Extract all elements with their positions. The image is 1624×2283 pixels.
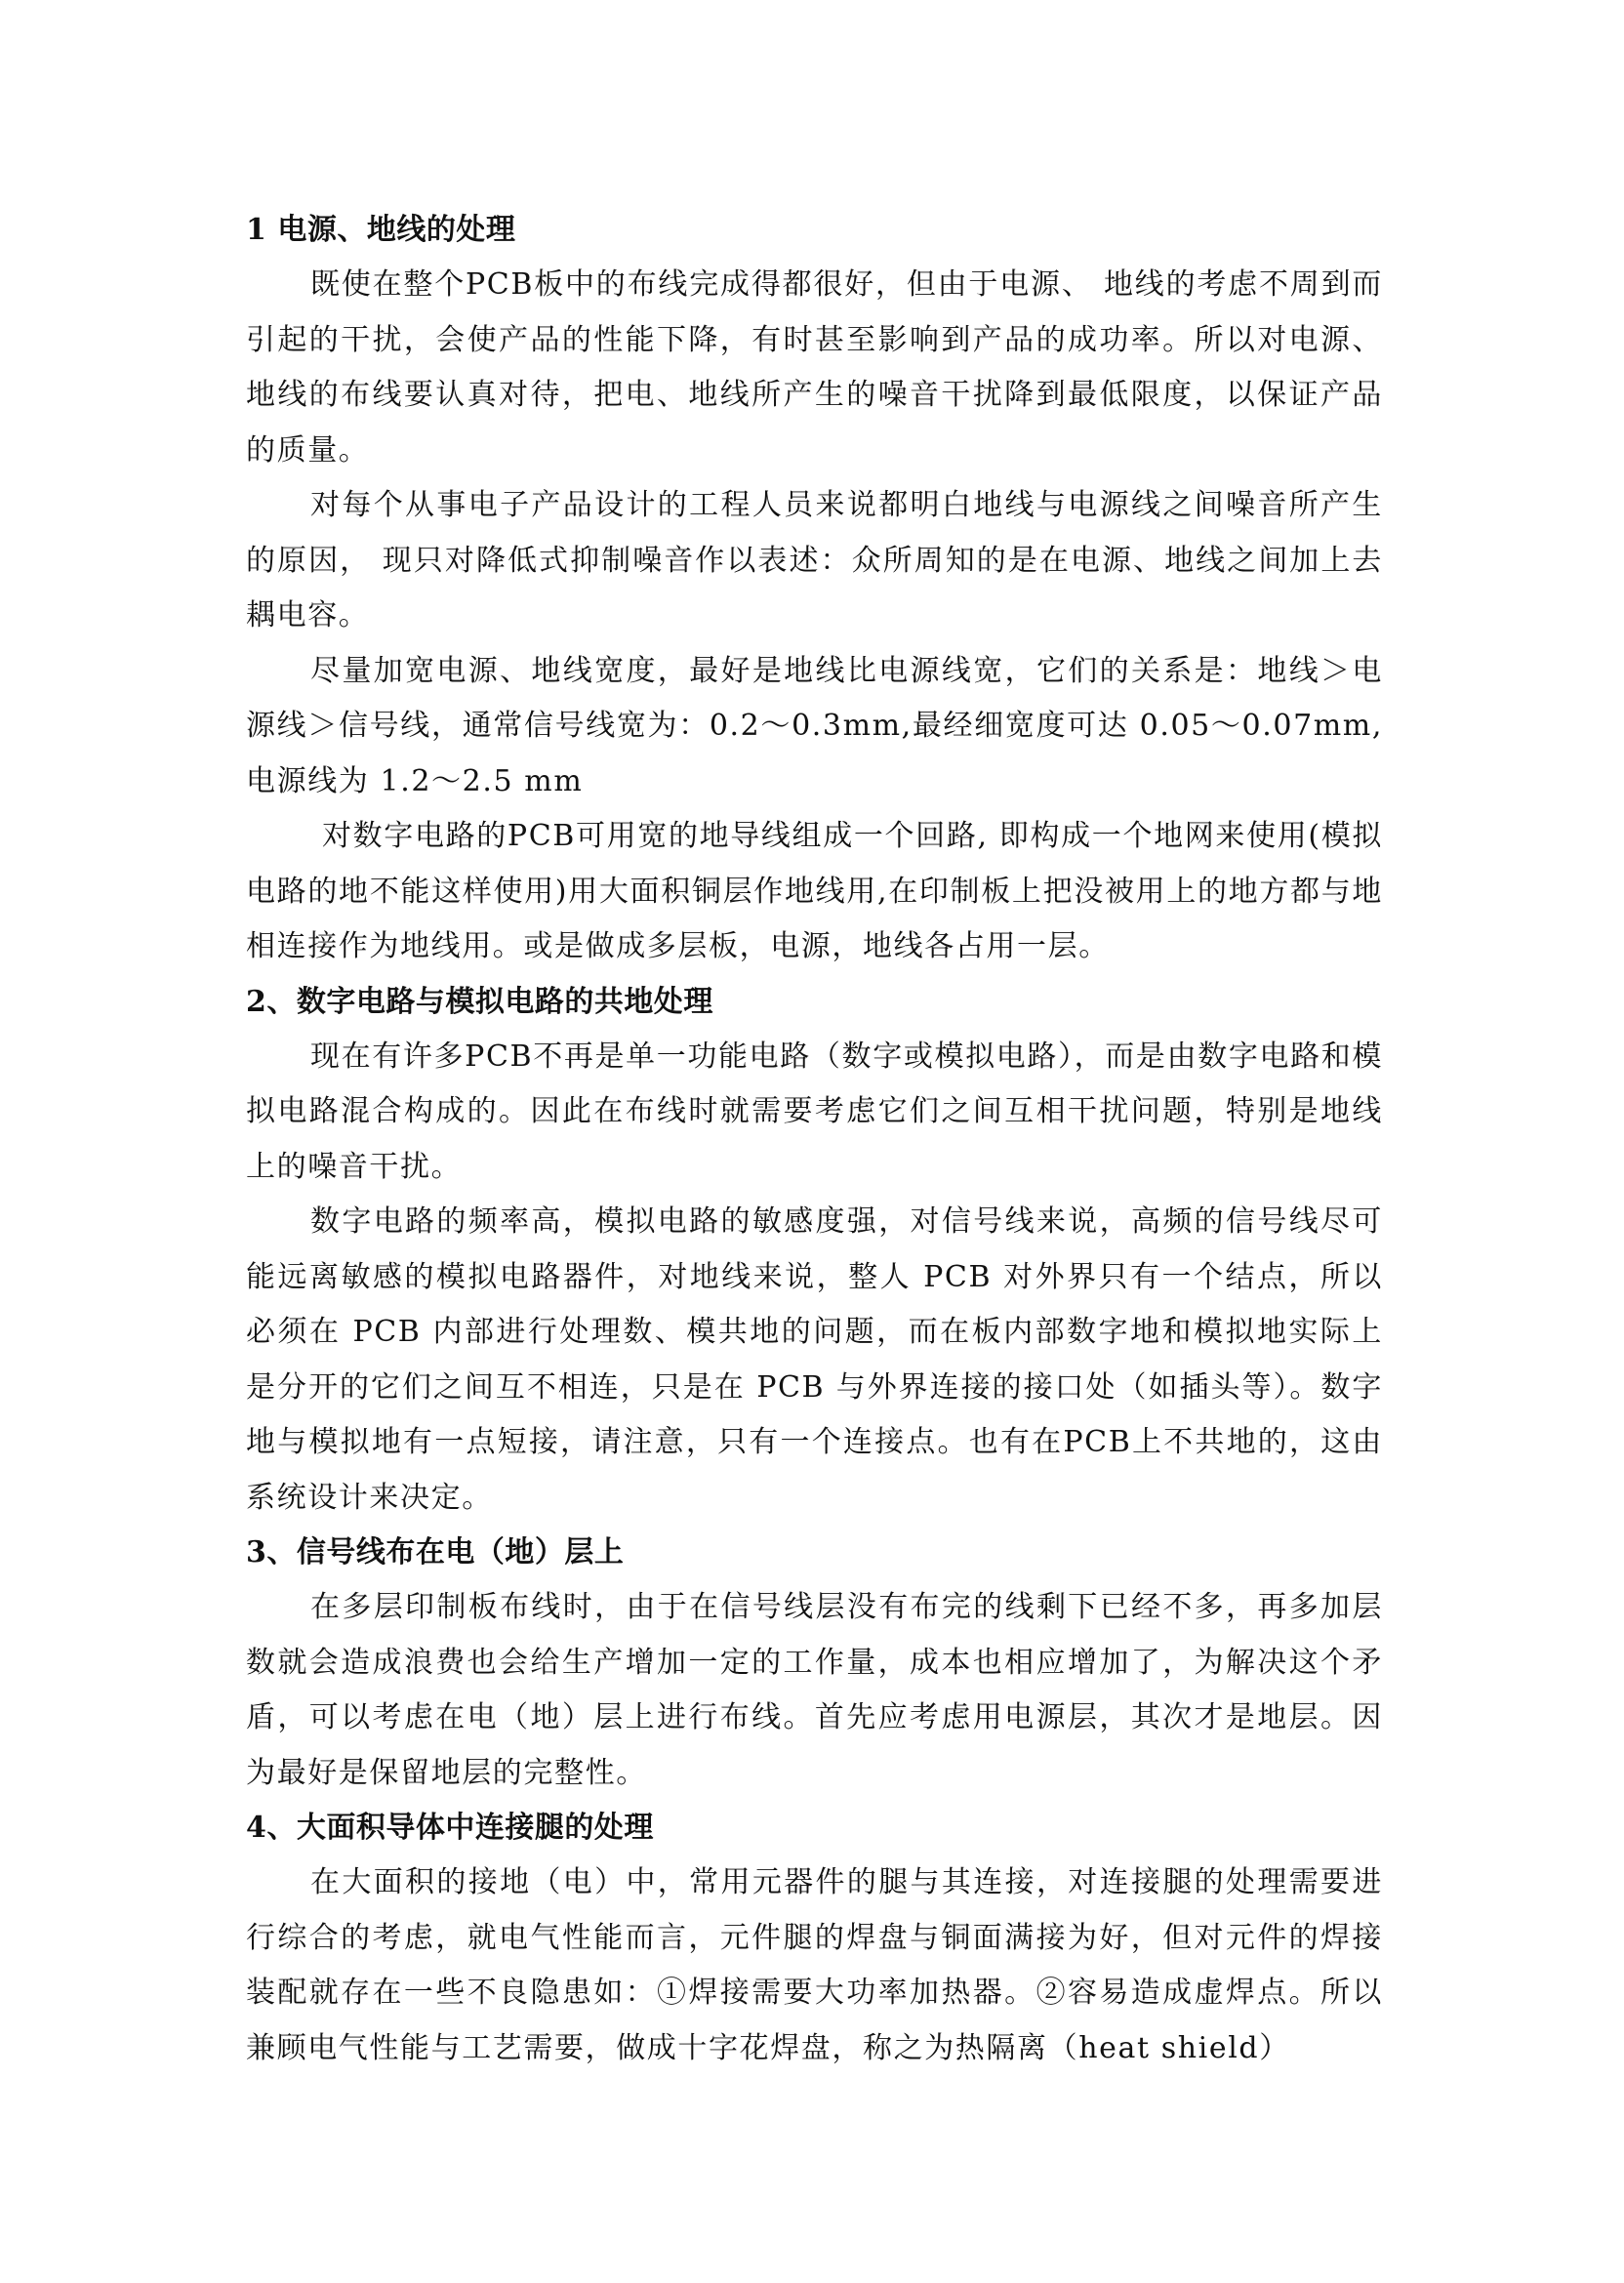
- section-1-paragraph-1: 既使在整个PCB板中的布线完成得都很好，但由于电源、 地线的考虑不周到而引起的干扰，会使产品的性能下降，有时甚至影响到产品的成功率。所以对电源、地线的布线要认真对待，把电、地线所产生的噪音干扰降到最低限度，以保证产品的质量。: [246, 267, 1383, 468]
- section-1-paragraph-3: 尽量加宽电源、地线宽度，最好是地线比电源线宽，它们的关系是：地线＞电源线＞信号线，通常信号线宽为：0.2～0.3mm,最经细宽度可达 0.05～0.07mm,电源线为 1.2～2.5 mm: [246, 653, 1383, 798]
- section-1-paragraph-2: 对每个从事电子产品设计的工程人员来说都明白地线与电源线之间噪音所产生的原因， 现只对降低式抑制噪音作以表述：众所周知的是在电源、地线之间加上去耦电容。: [246, 488, 1383, 632]
- section-2-paragraph-2: 数字电路的频率高，模拟电路的敏感度强，对信号线来说，高频的信号线尽可能远离敏感的模拟电路器件，对地线来说，整人 PCB 对外界只有一个结点，所以必须在 PCB 内部进行处理数、模共地的问题，而在板内部数字地和模拟地实际上是分开的它们之间互不相连，只是在 PCB 与外界连接的接口处（如插头等）。数字地与模拟地有一点短接，请注意，只有一个连接点。也有在PCB上不共地的，这由系统设计来决定。: [246, 1204, 1383, 1515]
- section-2-paragraph-1: 现在有许多PCB不再是单一功能电路（数字或模拟电路），而是由数字电路和模拟电路混合构成的。因此在布线时就需要考虑它们之间互相干扰问题，特别是地线上的噪音干扰。: [246, 1039, 1383, 1184]
- section-1-paragraph-4: 对数字电路的PCB可用宽的地导线组成一个回路, 即构成一个地网来使用(模拟电路的地不能这样使用)用大面积铜层作地线用,在印制板上把没被用上的地方都与地相连接作为地线用。或是做成多层板，电源，地线各占用一层。: [246, 819, 1383, 963]
- section-1-heading: 1 电源、地线的处理: [246, 213, 516, 247]
- document-body: [246, 203, 1383, 2076]
- section-3-heading: 3、信号线布在电（地）层上: [246, 1535, 625, 1570]
- section-3-paragraph-1: 在多层印制板布线时，由于在信号线层没有布完的线剩下已经不多，再多加层数就会造成浪费也会给生产增加一定的工作量，成本也相应增加了，为解决这个矛盾，可以考虑在电（地）层上进行布线。首先应考虑用电源层，其次才是地层。因为最好是保留地层的完整性。: [246, 1590, 1383, 1790]
- section-2-heading: 2、数字电路与模拟电路的共地处理: [246, 984, 713, 1019]
- section-4-heading: 4、大面积导体中连接腿的处理: [246, 1811, 654, 1845]
- section-4-paragraph-1: 在大面积的接地（电）中，常用元器件的腿与其连接，对连接腿的处理需要进行综合的考虑，就电气性能而言，元件腿的焊盘与铜面满接为好，但对元件的焊接装配就存在一些不良隐患如：①焊接需要大功率加热器。②容易造成虚焊点。所以兼顾电气性能与工艺需要，做成十字花焊盘，称之为热隔离（heat shield）: [246, 1865, 1383, 2065]
